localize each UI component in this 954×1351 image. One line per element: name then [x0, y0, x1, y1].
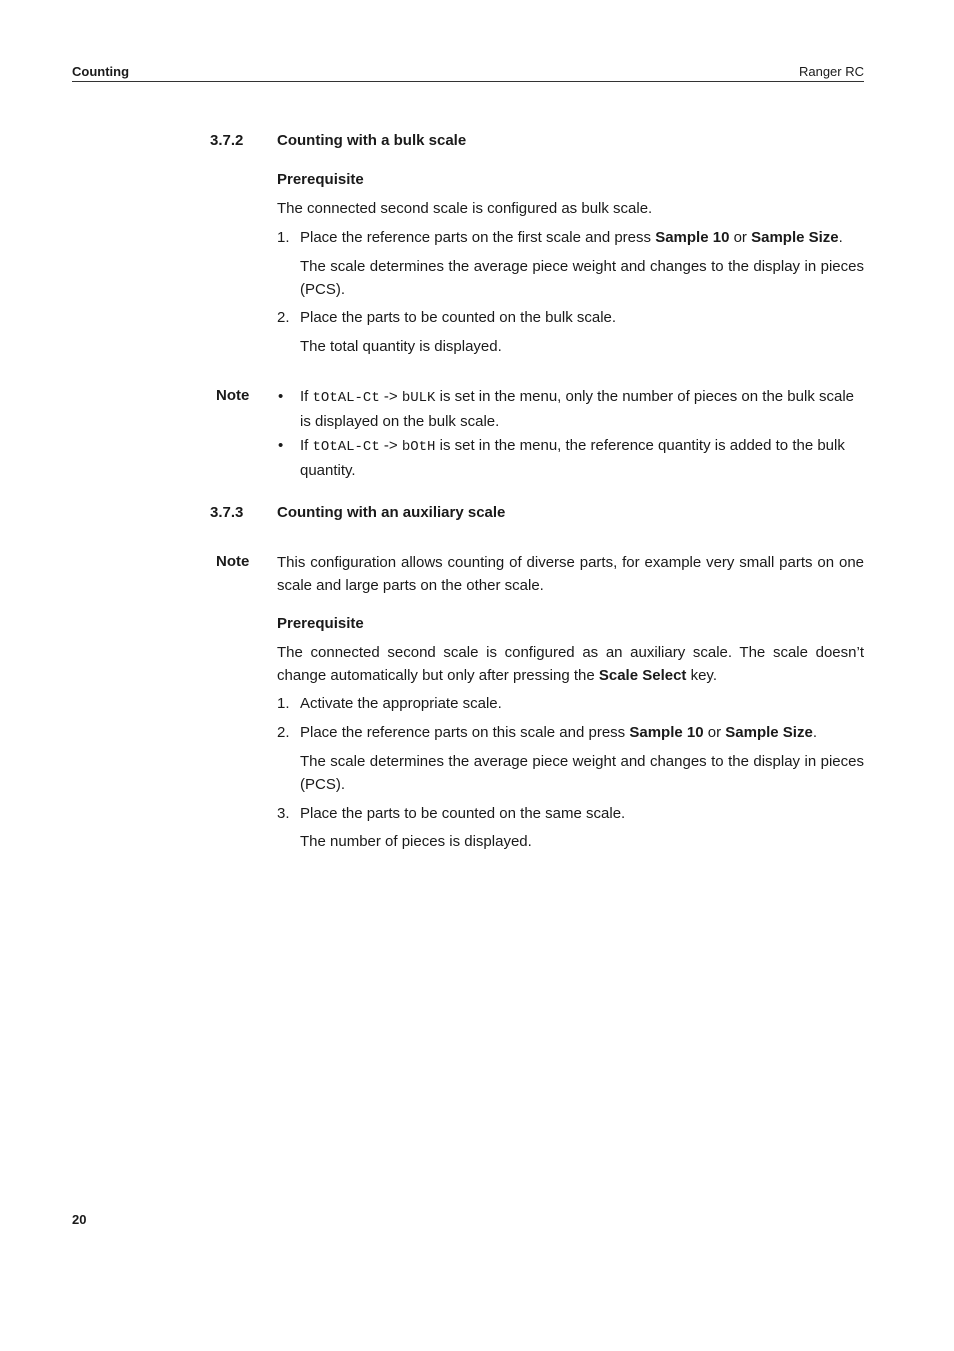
step-2-text: Place the reference parts on this scale and press Sample 10 or Sample Size.	[300, 724, 817, 741]
note-label: Note	[216, 553, 250, 570]
key-scale-select: Scale Select	[598, 667, 687, 684]
prerequisite-text: The connected second scale is configured as an auxiliary scale. The scale doesn’t change automatically but only after pressing the Scale Select key.	[277, 644, 864, 684]
step-number: 2.	[277, 724, 290, 741]
bullet-icon: •	[278, 437, 284, 454]
display-code: tOtAL-Ct	[312, 439, 380, 455]
step-1-result: The scale determines the average piece weight and changes to the display in pieces (PCS).	[300, 258, 864, 298]
step-3-text: Place the parts to be counted on the same scale.	[300, 805, 626, 822]
key-sample-size: Sample Size	[725, 724, 813, 741]
prerequisite-heading: Prerequisite	[277, 615, 364, 632]
step-number: 2.	[277, 309, 290, 326]
key-sample-10: Sample 10	[655, 229, 730, 246]
step-1-text: Activate the appropriate scale.	[300, 695, 502, 712]
display-code: bULK	[401, 390, 436, 406]
note-label: Note	[216, 387, 250, 404]
section-title-bulk-scale: Counting with a bulk scale	[277, 132, 467, 149]
step-2-result: The scale determines the average piece weight and changes to the display in pieces (PCS).	[300, 753, 864, 793]
key-sample-10: Sample 10	[629, 724, 704, 741]
header-rule	[72, 81, 864, 82]
step-2-text: Place the parts to be counted on the bulk scale.	[300, 309, 617, 326]
note-bullet-1: If tOtAL-Ct -> bULK is set in the menu, only the number of pieces on the bulk scale is displayed on the bulk scale.	[300, 388, 855, 430]
display-code: bOtH	[401, 439, 436, 455]
page-number: 20	[72, 1212, 87, 1227]
step-number: 1.	[277, 229, 290, 246]
prerequisite-heading: Prerequisite	[277, 171, 364, 188]
header-section-title: Counting	[72, 64, 130, 79]
bullet-icon: •	[278, 388, 284, 405]
header-product-name: Ranger RC	[798, 64, 864, 79]
step-number: 1.	[277, 695, 290, 712]
prerequisite-text: The connected second scale is configured as bulk scale.	[277, 200, 653, 217]
display-code: tOtAL-Ct	[312, 390, 380, 406]
step-1-text: Place the reference parts on the first scale and press Sample 10 or Sample Size.	[300, 229, 843, 246]
step-number: 3.	[277, 805, 290, 822]
key-sample-size: Sample Size	[751, 229, 839, 246]
section-title-auxiliary-scale: Counting with an auxiliary scale	[277, 504, 506, 521]
note-text: This configuration allows counting of diverse parts, for example very small parts on one scale and large parts on the other scale.	[277, 554, 864, 594]
step-3-result: The number of pieces is displayed.	[300, 833, 532, 850]
step-2-result: The total quantity is displayed.	[300, 338, 502, 355]
section-number-3-7-3: 3.7.3	[210, 504, 244, 521]
note-bullet-2: If tOtAL-Ct -> bOtH is set in the menu, the reference quantity is added to the bulk quantity.	[300, 437, 845, 479]
section-number-3-7-2: 3.7.2	[210, 132, 244, 149]
